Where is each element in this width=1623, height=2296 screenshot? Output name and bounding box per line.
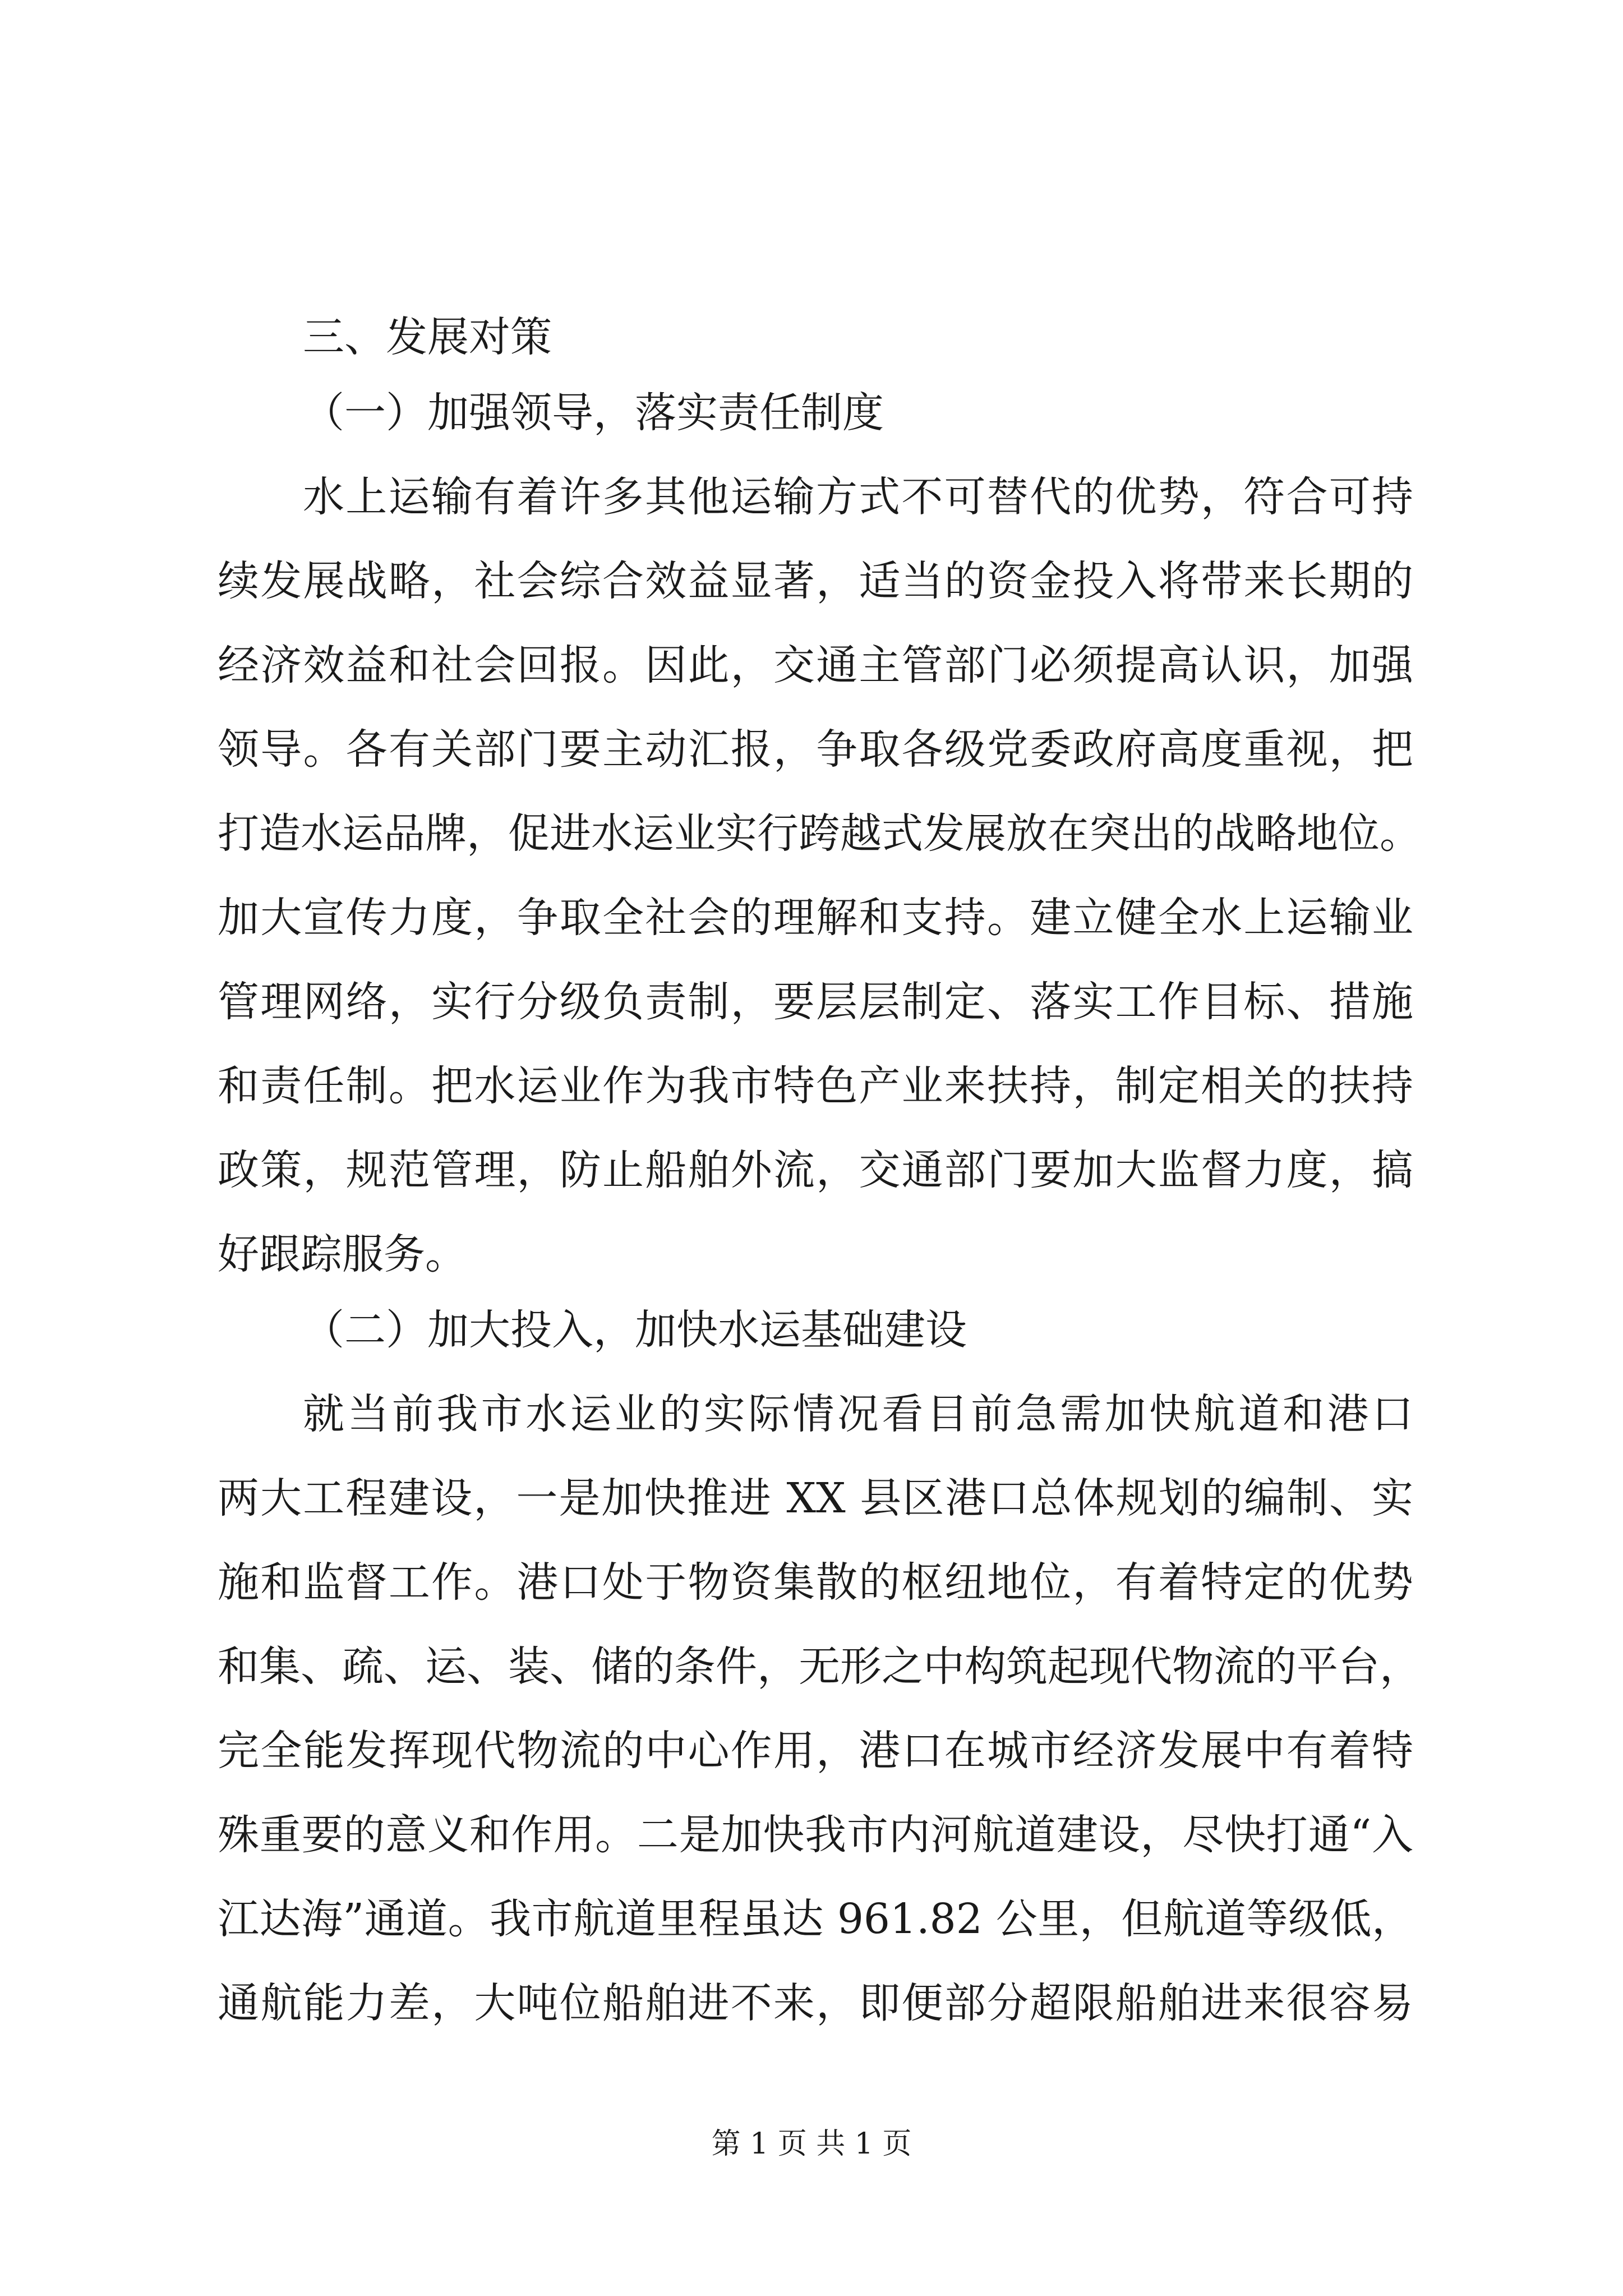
paragraph-1-line: 水上运输有着许多其他运输方式不可替代的优势，符合可持 (303, 473, 1413, 521)
paragraph-1-line: 加大宣传力度，争取全社会的理解和支持。建立健全水上运输业 (218, 894, 1413, 942)
sub-heading-2: （二）加大投入，加快水运基础建设 (303, 1306, 967, 1354)
paragraph-2-line: 两大工程建设，一是加快推进 XX 县区港口总体规划的编制、实 (218, 1474, 1413, 1522)
paragraph-2-line: 施和监督工作。港口处于物资集散的枢纽地位，有着特定的优势 (218, 1558, 1413, 1607)
paragraph-1-line: 经济效益和社会回报。因此，交通主管部门必须提高认识，加强 (218, 641, 1413, 689)
page-footer: 第 1 页 共 1 页 (711, 2127, 912, 2161)
paragraph-1-line: 打造水运品牌，促进水运业实行跨越式发展放在突出的战略地位。 (218, 809, 1421, 858)
paragraph-1-line: 续发展战略，社会综合效益显著，适当的资金投入将带来长期的 (218, 557, 1413, 605)
paragraph-2-line: 通航能力差，大吨位船舶进不来，即便部分超限船舶进来很容易 (218, 1979, 1413, 2027)
paragraph-1-line: 好跟踪服务。 (218, 1230, 467, 1278)
paragraph-2-line: 就当前我市水运业的实际情况看目前急需加快航道和港口 (303, 1390, 1413, 1438)
sub-heading-1: （一）加强领导，落实责任制度 (303, 389, 884, 437)
paragraph-2-line: 殊重要的意义和作用。二是加快我市内河航道建设，尽快打通“入 (218, 1811, 1413, 1859)
paragraph-1-line: 政策，规范管理，防止船舶外流，交通部门要加大监督力度，搞 (218, 1146, 1413, 1194)
paragraph-2-line: 江达海”通道。我市航道里程虽达 961.82 公里，但航道等级低， (218, 1895, 1413, 1943)
paragraph-2-line: 完全能发挥现代物流的中心作用，港口在城市经济发展中有着特 (218, 1727, 1413, 1775)
section-heading: 三、发展对策 (303, 313, 552, 361)
paragraph-2-line: 和集、疏、运、装、储的条件，无形之中构筑起现代物流的平台， (218, 1642, 1421, 1691)
paragraph-1-line: 管理网络，实行分级负责制，要层层制定、落实工作目标、措施 (218, 978, 1413, 1026)
paragraph-1-line: 领导。各有关部门要主动汇报，争取各级党委政府高度重视，把 (218, 725, 1413, 774)
paragraph-1-line: 和责任制。把水运业作为我市特色产业来扶持，制定相关的扶持 (218, 1062, 1413, 1110)
